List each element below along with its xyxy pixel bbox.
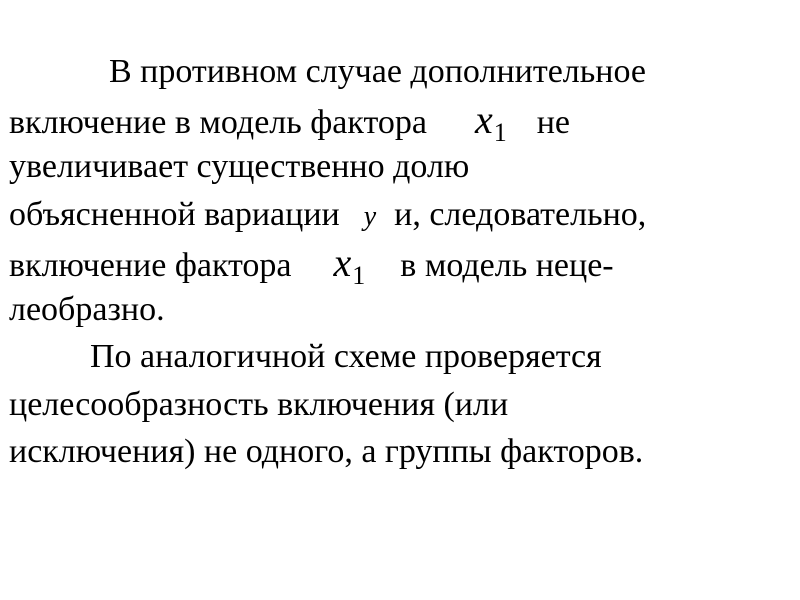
text-segment: исключения) не одного, а группы факторов. <box>9 433 644 470</box>
text-segment: В противном случае дополнительное <box>109 53 646 90</box>
math-subscript: 1 <box>493 118 507 147</box>
text-segment: не <box>536 104 571 141</box>
paragraph-1-line-2 <box>9 97 571 147</box>
math-variable-x: x <box>474 97 493 142</box>
math-subscript: 1 <box>352 261 366 290</box>
text-segment: и, следовательно, <box>394 196 647 233</box>
text-segment: включение фактора <box>9 247 292 284</box>
text-segment: объясненной вариации <box>9 196 340 233</box>
paragraph-1-line-3 <box>9 147 469 187</box>
math-variable-y: y <box>363 201 377 232</box>
math-variable-x: x <box>333 240 352 285</box>
math-x1-first <box>474 97 507 147</box>
text-segment: включение в модель фактора <box>9 104 427 141</box>
paragraph-2-line-1 <box>90 337 602 377</box>
paragraph-2-line-3 <box>9 432 643 472</box>
text-segment: увеличивает существенно долю <box>9 148 470 185</box>
text-segment: леобразно. <box>9 291 165 328</box>
text-segment: целесообразность включения (или <box>9 386 509 423</box>
text-segment: По аналогичной схеме проверяется <box>90 338 602 375</box>
text-segment: в модель неце- <box>400 247 614 284</box>
math-x1-second <box>333 240 366 290</box>
paragraph-2-line-2 <box>9 385 508 425</box>
paragraph-1-line-4 <box>9 195 646 237</box>
paragraph-1-line-1 <box>109 52 646 92</box>
paragraph-1-line-6 <box>9 290 165 330</box>
paragraph-1-line-5 <box>9 240 614 290</box>
